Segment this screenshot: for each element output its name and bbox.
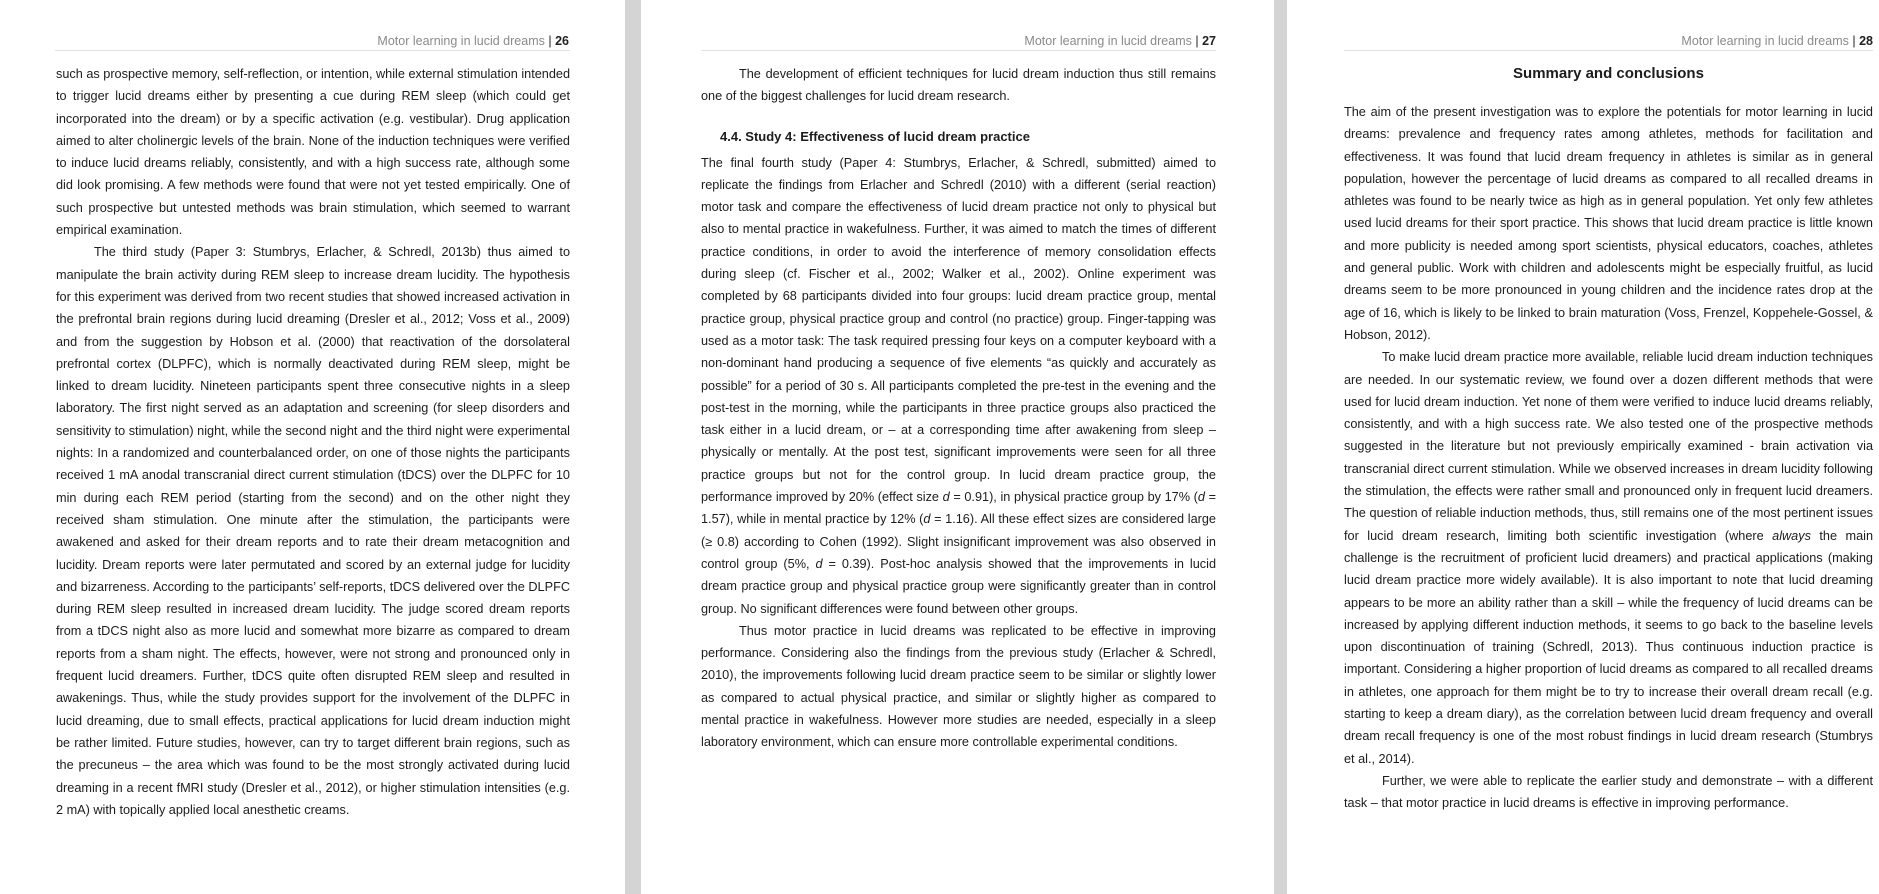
paragraph: The final fourth study (Paper 4: Stumbrys, Erlacher, & Schredl, submitted) aimed to replicate the findings from Erlacher and Schredl (2010) with a different (serial reaction) motor task and compare the effectiveness of lucid dream practice not only to physical but also to mental practice in wakefulness. Further, it was aimed to match the times of different practice conditions, in order to avoid the interference of memory consolidation effects during sleep (cf. Fischer et al., 2002; Walker et al., 2002). Online experiment was completed by 68 participants divided into four groups: lucid dream practice group, mental practice group, physical practice group and control (no practice) group. Finger-tapping was used as a motor task: The task required pressing four keys on a computer keyboard with a non-dominant hand producing a sequence of five elements “as quickly and accurately as possible” for a period of 30 s. All participants completed the pre-test in the evening and the post-test in the morning, while the participants in three practice groups also practiced the task either in a lucid dream, or – at a corresponding time after awakening from sleep – physically or mentally. At the post test, significant improvements were seen for all three practice groups but not for the control group. In lucid dream practice group, the performance improved by 20% (effect size d = 0.91), in physical practice group by 17% (d = 1.57), while in mental practice by 12% (d = 1.16). All these effect sizes are considered large (≥ 0.8) according to Cohen (1992). Slight insignificant improvement was also observed in control group (5%, d = 0.39). Post-hoc analysis showed that the improvements in lucid dream practice group and physical practice group were significantly greater than in control group. No significant differences were found between other groups. xyxy=(701,155,1216,616)
paragraph: such as prospective memory, self-reflection, or intention, while external stimulation intended to trigger lucid dreams either by presenting a cue during REM sleep (which could get incorporated into the dream) or by a specific activation (e.g. vestibular). Drug application aimed to alter cholinergic levels of the brain. None of the induction techniques were verified to induce lucid dreams reliably, consistently, and with a high success rate, although some did look promising. A few methods were found that were not yet tested empirically. One of such prospective but untested methods was brain stimulation, which seemed to warrant empirical examination. xyxy=(56,67,570,238)
page-number: 28 xyxy=(1859,34,1873,48)
running-header xyxy=(1681,33,1873,49)
paragraph: Thus motor practice in lucid dreams was replicated to be effective in improving performance. Considering also the findings from the previous study (Erlacher & Schredl, 2010), the improvements following lucid dream practice seem to be similar or slightly lower as compared to actual physical practice, and similar or slightly higher as compared to mental practice in wakefulness. However more studies are needed, especially in a sleep laboratory environment, which can ensure more controllable experimental conditions. xyxy=(701,623,1216,750)
paragraph: To make lucid dream practice more available, reliable lucid dream induction techniques are needed. In our systematic review, we found over a dozen different methods that were used for lucid dream induction. Yet none of them were verified to induce lucid dreams reliably, consistently, and with a high success rate. We also tested one of the prospective methods suggested in the literature but not previously empirically examined - brain activation via transcranial direct current stimulation. While we observed increases in dream lucidity following the stimulation, the effects were rather small and pronounced only in frequent lucid dreamers. The question of reliable induction methods, thus, still remains one of the most pertinent issues for lucid dream research, limiting both scientific investigation (where always the main challenge is the recruitment of proficient lucid dreamers) and practical applications (making lucid dream practice more widely available). It is also important to note that lucid dreaming appears to be more an ability rather than a skill – while the frequency of lucid dreams can be increased by applying different induction methods, it seems to go back to the baseline levels upon discontinuation of training (Schredl, 2013). Thus continuous induction practice is important. Considering a higher proportion of lucid dreams as compared to all recalled dreams in athletes, one approach for them might be to try to increase their overall dream recall (e.g. starting to keep a dream diary), as the correlation between lucid dream frequency and overall dream recall frequency is one of the most robust findings in lucid dream research (Stumbrys et al., 2014). xyxy=(1344,350,1874,766)
page-body xyxy=(56,63,570,821)
paragraph: Further, we were able to replicate the earlier study and demonstrate – with a different task – that motor practice in lucid dreams is effective in improving performance. xyxy=(1344,773,1873,811)
document-page-26 xyxy=(0,0,625,894)
running-header xyxy=(377,33,569,49)
header-rule xyxy=(1344,50,1873,51)
header-title: Motor learning in lucid dreams xyxy=(1024,34,1192,48)
page-number: 26 xyxy=(555,34,569,48)
section-heading: 4.4. Study 4: Effectiveness of lucid dream practice xyxy=(720,128,1030,144)
paragraph: The aim of the present investigation was to explore the potentials for motor learning in lucid dreams: prevalence and frequency rates among athletes, methods for facilitation and effectiveness. It was found that lucid dream frequency in athletes is similar as in general population, however the percentage of lucid dreams as compared to all recalled dreams in athletes was found to be nearly twice as high as in general population. Yet only few athletes used lucid dreams for their sport practice. This shows that lucid dream practice is little known and more publicity is needed among sport scientists, physical educators, coaches, athletes and general public. Work with children and adolescents might be especially fruitful, as lucid dreams seem to be more pronounced in young children and the incidence rates drop at the age of 16, which is likely to be linked to brain maturation (Voss, Frenzel, Koppehele-Gossel, & Hobson, 2012). xyxy=(1344,105,1873,342)
header-separator: | xyxy=(1852,34,1856,48)
document-page-28 xyxy=(1287,0,1879,894)
chapter-heading: Summary and conclusions xyxy=(1513,65,1704,82)
running-header xyxy=(1024,33,1216,49)
header-title: Motor learning in lucid dreams xyxy=(377,34,545,48)
header-separator: | xyxy=(1195,34,1199,48)
header-title: Motor learning in lucid dreams xyxy=(1681,34,1849,48)
paragraph: The third study (Paper 3: Stumbrys, Erlacher, & Schredl, 2013b) thus aimed to manipulate the brain activity during REM sleep to increase dream lucidity. The hypothesis for this experiment was derived from two recent studies that showed increased activation in the prefrontal brain regions during lucid dreaming (Dresler et al., 2012; Voss et al., 2009) and from the suggestion by Hobson et al. (2000) that reactivation of the dorsolateral prefrontal cortex (DLPFC), which is normally deactivated during REM sleep, might be linked to dream lucidity. Nineteen participants spent three consecutive nights in a sleep laboratory. The first night served as an adaptation and screening (for sleep disorders and sensitivity to stimulation) night, while the second night and the third night were experimental nights: In a randomized and counterbalanced order, on one of those nights the participants received 1 mA anodal transcranial direct current stimulation (tDCS) over the DLPFC for 10 min during each REM period (starting from the second) and on the other night they received sham stimulation. One minute after the stimulation, the participants were awakened and asked for their dream reports and to rate their dream metacognition and lucidity. Dream reports were later permutated and scored by an external judge for lucidity and bizarreness. According to the participants’ self-reports, tDCS delivered over the DLPFC during REM sleep resulted in increased dream lucidity. The judge scored dream reports from a tDCS night also as more lucid and somewhat more bizarre as compared to dream reports from a sham night. The effects, however, were not strong and pronounced only in frequent lucid dreamers. Further, tDCS quite often disrupted REM sleep and resulted in awakenings. Thus, while the study provides support for the involvement of the DLPFC in lucid dreaming, due to small effects, practical applications for lucid dream induction might be rather limited. Future studies, however, can try to target different brain regions, such as the precuneus – the area which was found to be the most strongly activated during lucid dreaming in a recent fMRI study (Dresler et al., 2012), or higher stimulation intensities (e.g. 2 mA) with topically applied local anesthetic creams. xyxy=(56,245,570,817)
page-body xyxy=(701,63,1216,754)
header-rule xyxy=(55,50,570,51)
document-page-27 xyxy=(641,0,1274,894)
header-rule xyxy=(701,50,1216,51)
page-number: 27 xyxy=(1202,34,1216,48)
header-separator: | xyxy=(548,34,552,48)
paragraph: The development of efficient techniques for lucid dream induction thus still remains one of the biggest challenges for lucid dream research. xyxy=(701,67,1216,104)
page-body xyxy=(1344,63,1873,815)
